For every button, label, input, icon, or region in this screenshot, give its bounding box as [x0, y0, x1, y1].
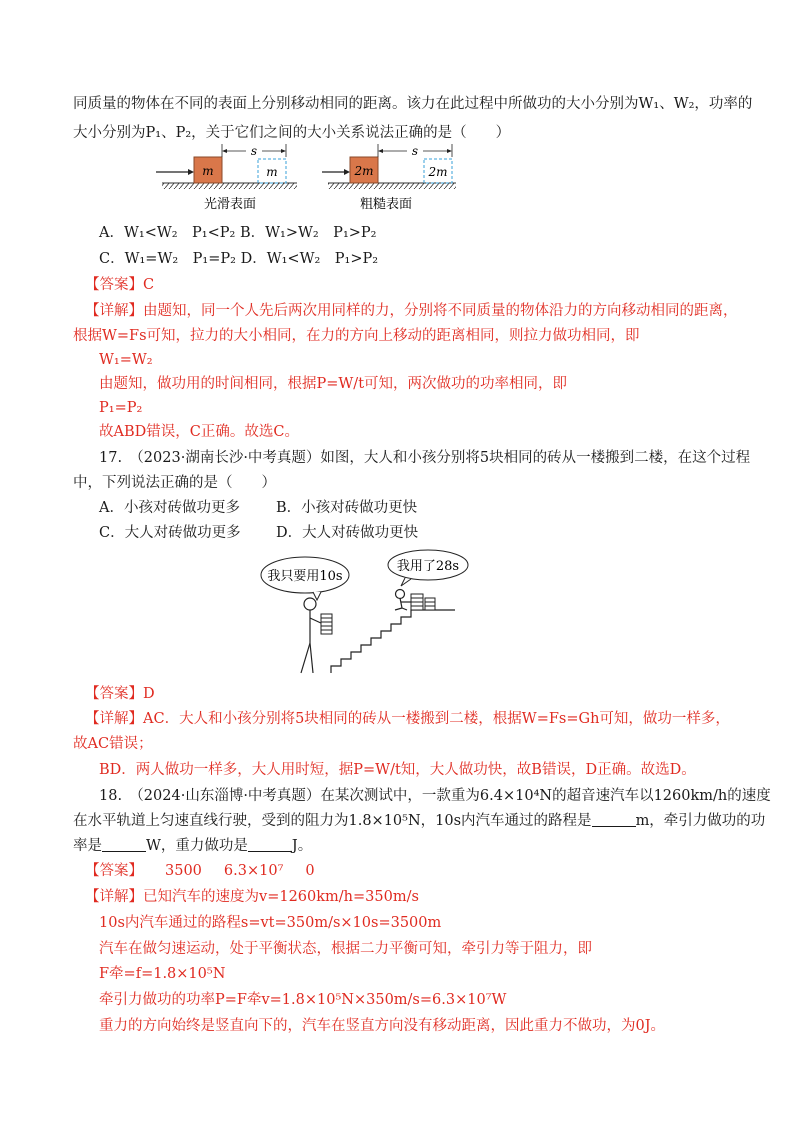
left-block-label: m	[202, 164, 214, 178]
q16-detail-line1: 【详解】由题知，同一个人先后两次用同样的力，分别将不同质量的物体沿力的方向移动相同的距离，	[85, 303, 738, 319]
q16-options-line2: C．W₁=W₂ P₁=P₂ D．W₁<W₂ P₁>P₂	[99, 251, 379, 267]
q17-detail-line2: 故AC错误；	[73, 736, 153, 752]
q17-option-b: B．小孩对砖做功更快	[276, 500, 418, 516]
q16-detail-line5: P₁=P₂	[99, 400, 143, 416]
q17-detail-line1: 【详解】AC．大人和小孩分别将5块相同的砖从一楼搬到二楼，根据W=Fs=Gh可知，做功一样多，	[85, 711, 730, 727]
right-caption: 粗糙表面	[359, 197, 413, 212]
detail-tag: 【详解】	[85, 303, 143, 319]
q16-detail-line2: 根据W=Fs可知，拉力的大小相同，在力的方向上移动的距离相同，则拉力做功相同，即	[73, 328, 640, 344]
left-ghost-label: m	[266, 165, 278, 179]
adult-bricks	[321, 614, 332, 634]
q18-stem-line3: 率是 W，重力做功是 J。	[73, 838, 313, 854]
q17-figure	[255, 548, 490, 678]
q17-stem-line1: 17. （2023·湖南长沙·中考真题）如图，大人和小孩分别将5块相同的砖从一楼搬到二楼，在这个过程	[99, 450, 751, 466]
adult-bubble-text: 我只要用10s	[267, 569, 343, 584]
q16-answer	[85, 274, 154, 296]
q18-stem-line1: 18. （2024·山东淄博·中考真题）在某次测试中，一款重为6.4×10⁴N的超音速汽车以1260km/h的速度	[99, 788, 771, 804]
answer-value: C	[143, 277, 155, 293]
left-distance-label: s	[250, 144, 258, 158]
answer-value-1: 3500	[165, 863, 202, 879]
left-caption: 光滑表面	[203, 197, 257, 212]
right-distance-label: s	[411, 144, 419, 158]
q18-detail-line1: 【详解】已知汽车的速度为v=1260km/h=350m/s	[85, 889, 419, 905]
q17-options-row2	[99, 522, 418, 544]
answer-value-3: 0	[305, 863, 315, 879]
q16-detail-line3: W₁=W₂	[99, 352, 153, 368]
q16-detail-line4: 由题知，做功用的时间相同，根据P=W/t可知，两次做功的功率相同，即	[99, 376, 568, 392]
q18-detail-line2: 10s内汽车通过的路程s=vt=350m/s×10s=3500m	[99, 915, 442, 931]
adult-figure	[301, 598, 323, 673]
q18-blank-1[interactable]	[592, 811, 636, 827]
q18-stem-line2: 在水平轨道上匀速直线行驶，受到的阻力为1.8×10⁵N，10s内汽车通过的路程是 m，牵引力做功的功	[73, 813, 766, 829]
right-block-label: 2m	[354, 164, 374, 178]
staircase	[331, 610, 455, 673]
q16-figure	[150, 140, 460, 215]
left-ground	[162, 183, 297, 189]
right-ground	[328, 183, 456, 189]
child-bubble-text: 我用了28s	[396, 559, 460, 574]
q17-answer	[85, 683, 155, 705]
q17-options-row1	[99, 497, 417, 519]
q18-blank-2[interactable]	[102, 836, 146, 852]
detail-tag: 【详解】	[85, 889, 143, 905]
q18-detail-line3: 汽车在做匀速运动，处于平衡状态，根据二力平衡可知，牵引力等于阻力，即	[99, 941, 592, 957]
q17-detail-line3: BD．两人做功一样多，大人用时短，据P=W/t知，大人做功快，故B错误，D正确。故选D。	[99, 762, 696, 778]
answer-value: D	[143, 686, 155, 702]
q18-blank-3[interactable]	[248, 836, 292, 852]
q18-detail-line6: 重力的方向始终是竖直向下的，汽车在竖直方向没有移动距离，因此重力不做功，为0J。	[99, 1018, 666, 1034]
q17-option-c: C．大人对砖做功更多	[99, 525, 241, 541]
child-figure	[395, 590, 411, 611]
q18-detail-line4: F牵=f=1.8×10⁵N	[99, 966, 226, 982]
answer-tag: 【答案】	[85, 863, 143, 879]
q16-stem-line2: 大小分别为P₁、P₂，关于它们之间的大小关系说法正确的是（ ）	[73, 125, 511, 141]
detail-tag: 【详解】	[85, 711, 143, 727]
q18-detail-line5: 牵引力做功的功率P=F牵v=1.8×10⁵N×350m/s=6.3×10⁷W	[99, 992, 507, 1008]
answer-value-2: 6.3×10⁷	[223, 863, 284, 879]
q17-option-a: A．小孩对砖做功更多	[99, 500, 240, 516]
answer-tag: 【答案】	[85, 686, 143, 702]
right-ghost-label: 2m	[428, 165, 448, 179]
q16-options-line1: A．W₁<W₂ P₁<P₂ B．W₁>W₂ P₁>P₂	[99, 225, 377, 241]
answer-tag: 【答案】	[85, 277, 143, 293]
q17-stem-line2: 中，下列说法正确的是（ ）	[73, 475, 276, 491]
q17-option-d: D．大人对砖做功更快	[276, 525, 419, 541]
q16-stem-line1: 同质量的物体在不同的表面上分别移动相同的距离。该力在此过程中所做功的大小分别为W₁、W₂，功率的	[73, 96, 753, 112]
q16-detail-line6: 故ABD错误，C正确。故选C。	[99, 424, 299, 440]
q18-answer	[85, 860, 315, 882]
child-bricks	[411, 594, 435, 610]
